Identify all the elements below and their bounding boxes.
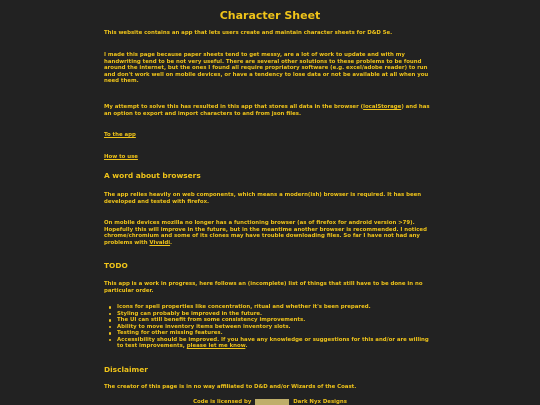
page-title: Character Sheet [219, 9, 321, 22]
to-app-paragraph [104, 132, 436, 139]
footer [0, 399, 540, 405]
footer-license-text: Code is licensed by [193, 399, 252, 405]
how-to-use-paragraph [104, 154, 436, 161]
localstorage-link[interactable]: localStorage [363, 104, 402, 110]
intro-p3-text-a: My attempt to solve this has resulted in this app that stores all data in the browser ( [104, 104, 364, 110]
browsers-paragraph-1: The app relies heavily on web components, which means a modern(ish) browser is required. It has been developed and tested with firefox. [104, 192, 422, 205]
footer-designer-text: Dark Nyx Designs [293, 399, 347, 405]
todo-item: Icons for spell properties like concentration, ritual and whether it's been prepared. [104, 304, 436, 311]
browsers-paragraph-2 [104, 220, 436, 246]
todo-item: The UI can still benefit from some consistency improvements. [104, 317, 436, 324]
intro-paragraph-2: I made this page because paper sheets tend to get messy, are a lot of work to update and with my handwriting tend to be not very useful. There are several other solutions to these problems to be found around the internet, but the ones I found all require propriatory software (e.g. excel/adobe reader) to run and don't work well on mobile devices, or have a tendency to lose data or not be available at all when you need them. [104, 52, 429, 84]
to-the-app-link[interactable]: To the app [104, 132, 136, 138]
disclaimer-text: The creator of this page is in no way affiliated to D&D and/or Wizards of the Coast. [104, 384, 357, 390]
todo-item: Ability to move inventory items between inventory slots. [104, 324, 436, 331]
intro-p3-text-b: ) and has an option to export and import characters to and from json files. [104, 104, 430, 117]
disclaimer-heading: Disclaimer [104, 365, 148, 374]
todo-heading: TODO [104, 261, 128, 270]
browsers-p2-text-b: . [170, 239, 173, 246]
todo-last-text-a: Accessibility should be improved. If you have any knowledge or suggestions for this and/or are willing to test improvements, [117, 336, 429, 349]
license-badge[interactable] [255, 399, 289, 405]
todo-item: Styling can probably be improved in the future. [104, 311, 436, 318]
todo-last-text-b: . [245, 343, 248, 349]
vivaldi-link[interactable]: Vivaldi [149, 239, 171, 246]
todo-item: Testing for other missing features. [104, 330, 436, 337]
todo-list [104, 304, 436, 350]
browsers-heading: A word about browsers [104, 171, 201, 180]
intro-paragraph-1: This website contains an app that lets users create and maintain character sheets for D&D 5e. [104, 30, 393, 36]
todo-item-accessibility [104, 337, 436, 350]
how-to-use-link[interactable]: How to use [104, 154, 138, 160]
intro-paragraph-3 [104, 104, 436, 117]
browsers-p2-text-a: On mobile devices mozilla no longer has a functioning browser (as of firefox for android version >79). Hopefully this will improve in the future, but in the meantime another browser is recommended. I noticed chrome/chromium and some of its clones may have trouble downloading files. So far I have not had any problems with [104, 220, 427, 246]
todo-intro: This app is a work in progress, here follows an (incomplete) list of things that still have to be done in no particular order. [104, 281, 423, 294]
please-let-me-know-link[interactable]: please let me know [186, 343, 246, 349]
